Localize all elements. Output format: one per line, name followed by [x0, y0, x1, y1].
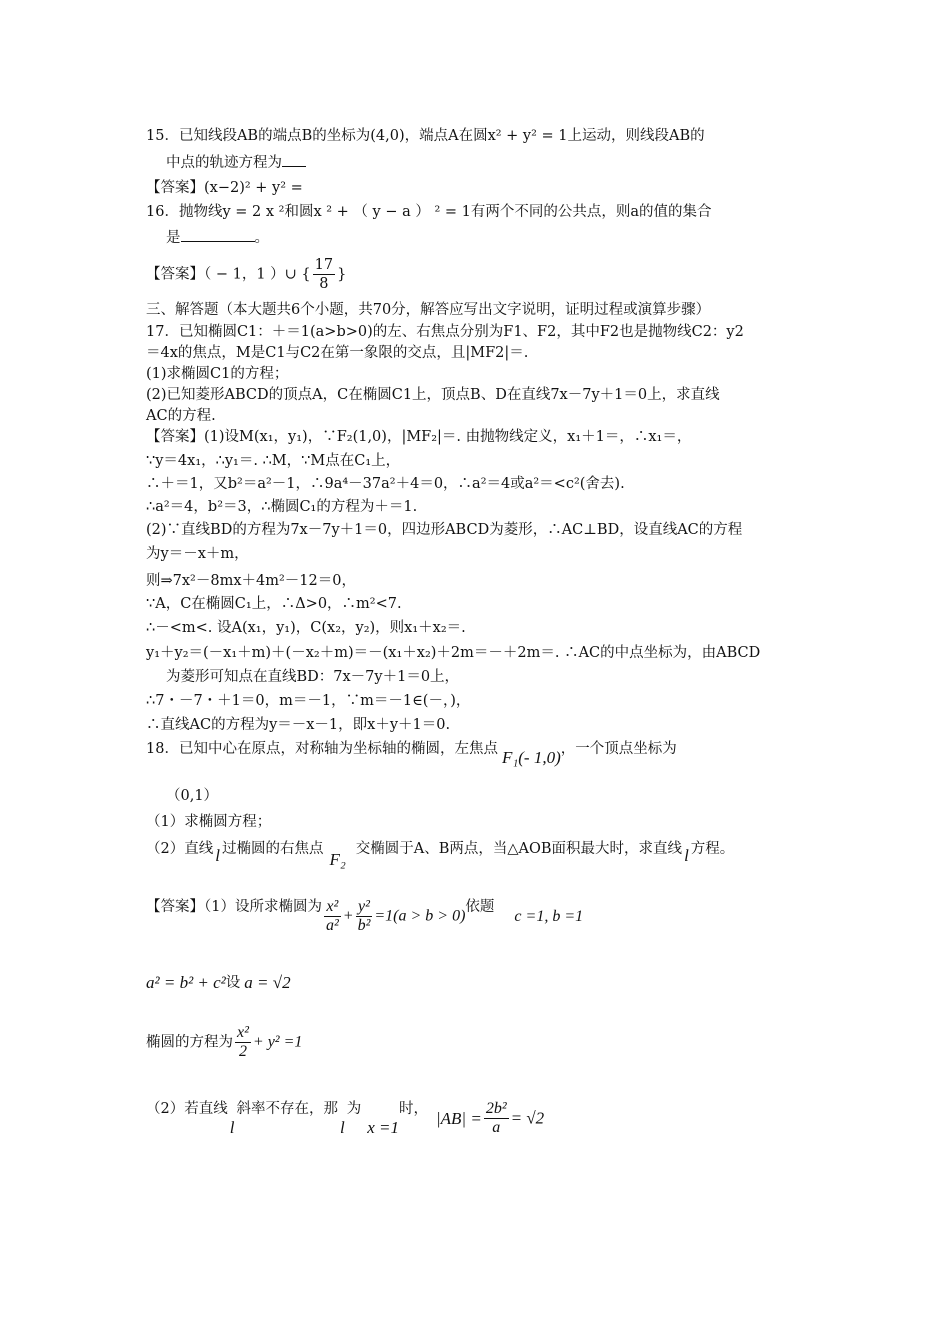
q18-ellipse-eq: =1(a > b > 0) — [374, 907, 466, 925]
q17-answer-line9: ∴－<m<. 设A(x₁，y₁)，C(x₂，y₂)，则x₁＋x₂＝. — [146, 620, 466, 636]
q17-answer-line6: 为y＝－x＋m， — [146, 546, 249, 562]
q15-line2 — [166, 152, 306, 173]
q18-answer4-b: 斜率不存在，那 — [236, 1101, 338, 1117]
q18-answer-line1 — [146, 898, 583, 935]
q18-frac2-num: y² — [356, 898, 373, 917]
q16-fraction-num: 17 — [314, 257, 334, 273]
q18-frac-x2-2 — [235, 1024, 251, 1061]
q18-answer-line2 — [146, 972, 291, 994]
q18-answer4-l2: l — [339, 1118, 345, 1137]
q18-answer3-b: + y² =1 — [252, 1033, 303, 1051]
q15-answer-text: (x−2)² + y² = — [204, 180, 303, 196]
q18-frac1-den: a² — [325, 917, 339, 934]
q16-line2-suffix: 。 — [254, 230, 269, 246]
q17-part1: (1)求椭圆C1的方程； — [146, 366, 289, 382]
q18-f2: F₂ — [329, 850, 346, 869]
q17-answer-line13: ∴直线AC的方程为y＝－x－1，即x＋y＋1＝0. — [146, 717, 451, 733]
q16-line1: 16．抛物线y = 2 x ²和圆x ² + （ y − a ） ² = 1有两个不同的公共点，则a的值的集合 — [146, 204, 712, 220]
q17-answer-line3: ∴＋＝1，又b²＝a²－1，∴9a⁴－37a²＋4＝0，∴a²＝4或a²＝<c²(舍去). — [146, 476, 625, 492]
q18-line-l2: l — [684, 846, 689, 865]
q17-answer-line4: ∴a²＝4，b²＝3，∴椭圆C₁的方程为＋＝1. — [146, 499, 418, 515]
q17-answer-line8: ∵A，C在椭圆C₁上，∴Δ>0，∴m²<7. — [146, 596, 402, 612]
q18-answer4-d: 时， — [398, 1101, 428, 1117]
q16-line2-prefix: 是 — [166, 230, 181, 246]
q16-answer-text: （ − 1，1 ）∪ { — [204, 266, 311, 283]
q18-frac-2b2-a — [484, 1100, 509, 1137]
q17-answer-line10: y₁＋y₂＝(－x₁＋m)＋(－x₂＋m)＝－(x₁＋x₂)＋2m＝－＋2m＝. ∴AC的中点坐标为，由ABCD — [146, 645, 761, 661]
q18-answer2-mid: 设 — [225, 975, 241, 991]
q18-frac3-num: x² — [237, 1024, 249, 1041]
q18-vertex: （0,1） — [166, 788, 219, 804]
answer-tag: 【答案】 — [146, 180, 204, 196]
q16-answer — [146, 256, 346, 293]
q18-answer-line3 — [146, 1024, 302, 1061]
answer-tag: 【答案】 — [146, 899, 204, 915]
q16-blank — [181, 227, 255, 242]
q18-frac3-den: 2 — [238, 1043, 247, 1060]
q18-a-value: a = √2 — [244, 973, 291, 992]
q18-c-b-values: c =1, b =1 — [514, 907, 584, 925]
q17-line2: ＝4x的焦点，M是C1与C2在第一象限的交点，且|MF2|＝. — [146, 345, 529, 361]
q17-answer-line2: ∵y＝4x₁，∴y₁＝. ∴M，∵M点在C₁上， — [146, 453, 401, 469]
q17-line1: 17．已知椭圆C1：＋＝1(a>b>0)的左、右焦点分别为F1、F2，其中F2也是抛物线C2：y2 — [146, 324, 744, 340]
q18-x-equals-1: x =1 — [367, 1118, 399, 1137]
q18-part1: （1）求椭圆方程； — [146, 814, 272, 830]
q16-answer-close: } — [337, 266, 347, 283]
q18-frac1-num: x² — [324, 898, 341, 917]
q16-line2 — [166, 227, 269, 248]
q18-abc-relation: a² = b² + c² — [146, 973, 226, 992]
q17-answer-line12: ∴7・－7・＋1＝0，m＝－1，∵m＝－1∈(－，)， — [146, 693, 471, 709]
q18-answer-line4 — [146, 1100, 544, 1137]
q18-answer1-a: （1）设所求椭圆为 — [204, 899, 322, 915]
q18-line1 — [146, 738, 677, 767]
q18-answer3-a: 椭圆的方程为 — [146, 1034, 233, 1051]
q18-answer4-c: 为 — [346, 1101, 362, 1117]
q18-frac4-num: 2b² — [485, 1100, 507, 1117]
q18-focus: F₁(- 1,0) — [501, 748, 561, 767]
q16-fraction-den: 8 — [319, 276, 329, 292]
q15-line1: 15．已知线段AB的端点B的坐标为(4,0)，端点A在圆x² + y² = 1上运动，则线段AB的 — [146, 128, 705, 144]
q15-line2-text: 中点的轨迹方程为 — [166, 155, 282, 171]
q18-line1-suffix: ，一个顶点坐标为 — [560, 741, 677, 757]
q18-frac4-den: a — [492, 1119, 501, 1136]
q18-answer4-l: l — [229, 1118, 235, 1137]
answer-tag: 【答案】 — [146, 266, 204, 283]
q15-blank — [282, 152, 306, 167]
q18-part2 — [146, 838, 735, 869]
q18-line-l: l — [215, 846, 220, 865]
q18-plus: + — [342, 907, 354, 925]
q18-frac-x2a2 — [324, 898, 341, 935]
q18-part2-d: 方程。 — [690, 841, 735, 857]
q17-answer-line7: 则⇒7x²－8mx＋4m²－12＝0， — [146, 573, 356, 589]
q17-part2b: AC的方程. — [146, 408, 216, 424]
q18-part2-b: 过椭圆的右焦点 — [221, 841, 324, 857]
q16-answer-fraction — [313, 256, 335, 293]
q18-frac2-den: b² — [357, 917, 371, 934]
q17-answer-line11: 为菱形可知点在直线BD：7x－7y＋1＝0上， — [166, 669, 460, 685]
q18-line1-text: 18．已知中心在原点，对称轴为坐标轴的椭圆，左焦点 — [146, 741, 498, 757]
q18-answer4-e: = √2 — [510, 1108, 545, 1128]
section-three-heading: 三、解答题（本大题共6个小题，共70分，解答应写出文字说明，证明过程或演算步骤） — [146, 302, 711, 318]
q17-answer-line1: 【答案】(1)设M(x₁，y₁)，∵F₂(1,0)，|MF₂|＝. 由抛物线定义，x₁＋1＝，∴x₁＝， — [146, 429, 692, 445]
q18-answer4-a: （2）若直线 — [146, 1101, 228, 1117]
q17-part2a: (2)已知菱形ABCD的顶点A，C在椭圆C1上，顶点B、D在直线7x－7y＋1＝0上，求直线 — [146, 387, 720, 403]
q18-part2-c: 交椭圆于A、B两点，当△AOB面积最大时，求直线 — [355, 841, 683, 857]
q15-answer — [146, 178, 303, 198]
q17-answer-line5: (2)∵直线BD的方程为7x－7y＋1＝0，四边形ABCD为菱形，∴AC⊥BD，设直线AC的方程 — [146, 522, 743, 538]
q18-answer1-b: 依题 — [465, 899, 495, 915]
q18-frac-y2b2 — [356, 898, 373, 935]
q18-ab-length: |AB| = — [435, 1108, 482, 1128]
q18-part2-a: （2）直线 — [146, 841, 214, 857]
